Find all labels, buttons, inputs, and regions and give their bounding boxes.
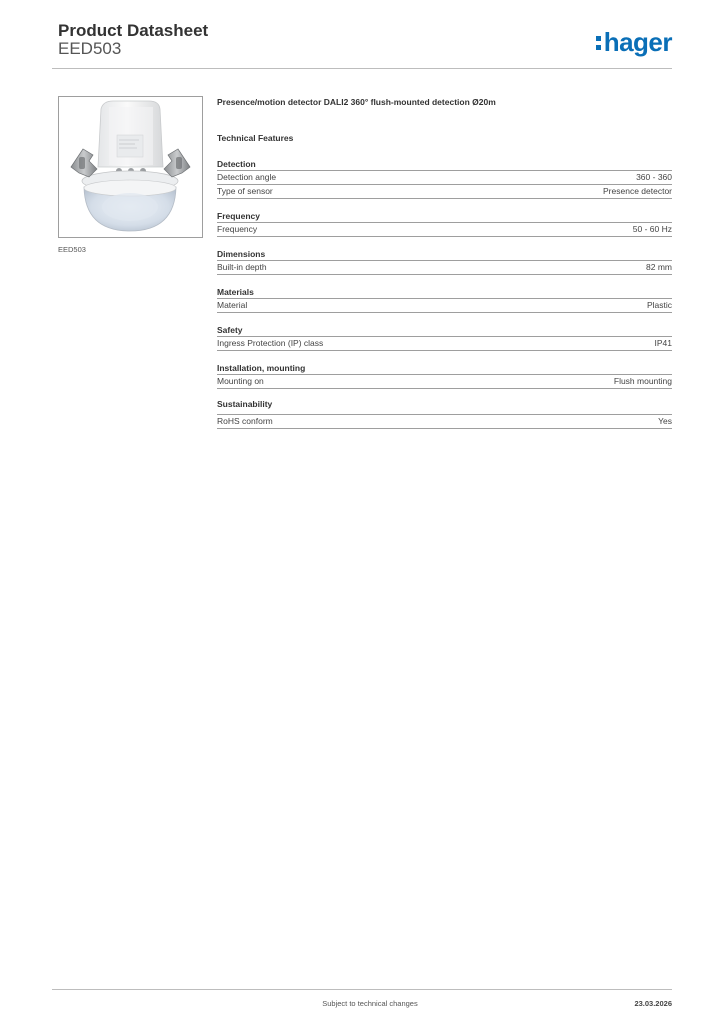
spec-value: 82 mm bbox=[646, 262, 672, 272]
brand-logo bbox=[596, 28, 672, 56]
datasheet-content bbox=[217, 96, 672, 438]
spec-value: 360 - 360 bbox=[636, 172, 672, 182]
spec-row bbox=[217, 375, 672, 389]
spec-value: Yes bbox=[658, 416, 672, 426]
group-title: Frequency bbox=[217, 208, 672, 223]
image-caption: EED503 bbox=[58, 245, 86, 254]
group-safety bbox=[217, 322, 672, 351]
product-image bbox=[58, 96, 203, 238]
spec-label: RoHS conform bbox=[217, 416, 273, 426]
spec-label: Built-in depth bbox=[217, 262, 267, 272]
spec-value: Plastic bbox=[646, 300, 672, 310]
spec-row bbox=[217, 185, 672, 199]
group-sustainability bbox=[217, 398, 672, 429]
group-title: Detection bbox=[217, 156, 672, 171]
group-title: Safety bbox=[217, 322, 672, 337]
spec-value: IP41 bbox=[654, 338, 672, 348]
group-detection bbox=[217, 156, 672, 199]
group-title: Installation, mounting bbox=[217, 360, 672, 375]
presence-detector-illustration bbox=[59, 97, 202, 237]
spec-value: 50 - 60 Hz bbox=[632, 224, 672, 234]
spec-row bbox=[217, 299, 672, 313]
group-installation bbox=[217, 360, 672, 389]
spec-value: Presence detector bbox=[603, 186, 672, 196]
spec-row bbox=[217, 223, 672, 237]
group-title: Dimensions bbox=[217, 246, 672, 261]
group-materials bbox=[217, 284, 672, 313]
spec-label: Mounting on bbox=[217, 376, 264, 386]
product-code: EED503 bbox=[58, 39, 122, 58]
header-divider bbox=[52, 68, 672, 69]
group-dimensions bbox=[217, 246, 672, 275]
spec-row bbox=[217, 415, 672, 429]
product-title: Presence/motion detector DALI2 360° flush-mounted detection Ø20m bbox=[217, 97, 496, 107]
logo-colon-icon bbox=[596, 34, 602, 52]
technical-features-heading: Technical Features bbox=[217, 133, 294, 143]
group-title: Materials bbox=[217, 284, 672, 299]
brand-logo-text: hager bbox=[603, 27, 672, 57]
spec-row bbox=[217, 261, 672, 275]
spec-row bbox=[217, 171, 672, 185]
group-frequency bbox=[217, 208, 672, 237]
group-title: Sustainability bbox=[217, 398, 672, 415]
spec-label: Type of sensor bbox=[217, 186, 273, 196]
footer-note: Subject to technical changes bbox=[322, 999, 418, 1008]
spec-label: Frequency bbox=[217, 224, 258, 234]
spec-label: Detection angle bbox=[217, 172, 277, 182]
page-title: Product Datasheet bbox=[58, 21, 209, 40]
spec-row bbox=[217, 337, 672, 351]
footer-divider bbox=[52, 989, 672, 990]
spec-value: Flush mounting bbox=[613, 376, 672, 386]
spec-label: Ingress Protection (IP) class bbox=[217, 338, 324, 348]
footer-date: 23.03.2026 bbox=[634, 999, 672, 1008]
spec-label: Material bbox=[217, 300, 248, 310]
